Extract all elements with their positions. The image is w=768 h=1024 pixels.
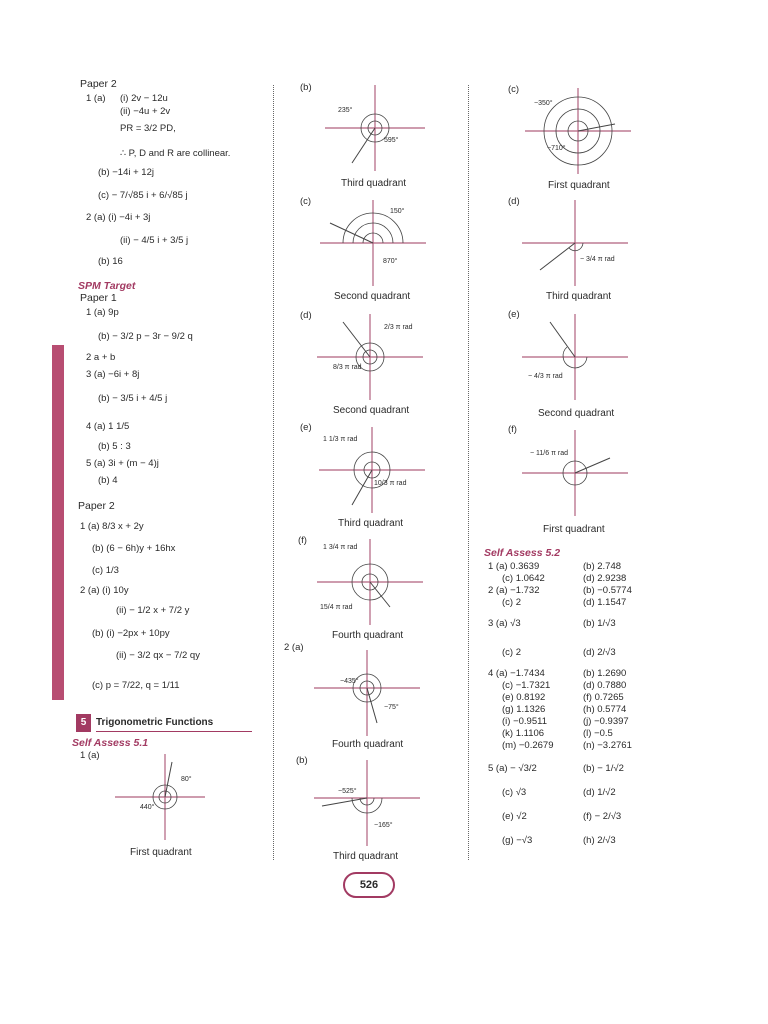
chapter-title: Trigonometric Functions bbox=[96, 717, 214, 728]
c3-c-label: (c) bbox=[508, 84, 520, 95]
angle-diagram-minus-three-quarter-pi bbox=[520, 198, 630, 288]
sa52-5g: (g) −√3 bbox=[502, 835, 533, 846]
sa52-3a: 3 (a) √3 bbox=[488, 618, 521, 629]
answer-p2-1b: (b) −14i + 12j bbox=[98, 167, 154, 178]
column-separator-right bbox=[468, 85, 469, 860]
sa52-5c: (c) √3 bbox=[502, 787, 527, 798]
sa52-3b: (b) 1/√3 bbox=[583, 618, 616, 629]
sa52-4d: (d) 0.7880 bbox=[583, 680, 627, 691]
answer-p2-1a-conclusion: ∴ P, D and R are collinear. bbox=[120, 148, 231, 159]
c2-b-caption: Third quadrant bbox=[341, 178, 407, 189]
answer-s1-3a: 3 (a) −6i + 8j bbox=[86, 369, 140, 380]
sa52-5f: (f) − 2/√3 bbox=[583, 811, 622, 822]
c3-c-caption: First quadrant bbox=[548, 180, 610, 191]
paper2b-heading: Paper 2 bbox=[78, 500, 115, 512]
c2-c-label: (c) bbox=[300, 196, 312, 207]
column-separator-left bbox=[273, 85, 274, 860]
c2-b-label: (b) bbox=[300, 82, 312, 93]
sa52-4i: (i) −0.9511 bbox=[502, 716, 547, 727]
answer-p2-1a-label: 1 (a) bbox=[86, 93, 106, 104]
c2-f-angle-15-4-pi: 15/4 π rad bbox=[320, 604, 353, 611]
sa52-2d: (d) 1.1547 bbox=[583, 597, 627, 608]
c3-c-angle-minus-710: −710° bbox=[547, 145, 566, 152]
c3-f-caption: First quadrant bbox=[543, 524, 605, 535]
answer-p2-1c: (c) − 7/√85 i + 6/√85 j bbox=[98, 190, 188, 201]
c3-c-angle-minus-350: −350° bbox=[534, 100, 553, 107]
sa52-2a: 2 (a) −1.732 bbox=[488, 585, 540, 596]
answer-s2-1b: (b) (6 − 6h)y + 16hx bbox=[92, 543, 176, 554]
c2-d-angle-8-3-pi: 8/3 π rad bbox=[333, 364, 362, 371]
answer-p2-2a-ii: (ii) − 4/5 i + 3/5 j bbox=[120, 235, 189, 246]
sa52-5d: (d) 1/√2 bbox=[583, 787, 616, 798]
paper2-heading: Paper 2 bbox=[80, 78, 117, 90]
c3-e-caption: Second quadrant bbox=[538, 408, 615, 419]
sa52-1a: 1 (a) 0.3639 bbox=[488, 561, 540, 572]
c2-c-angle-150: 150° bbox=[390, 208, 405, 215]
answer-s2-1c: (c) 1/3 bbox=[92, 565, 119, 576]
answer-s2-2b-i: (b) (i) −2px + 10py bbox=[92, 628, 170, 639]
sa52-4n: (n) −3.2761 bbox=[583, 740, 632, 751]
sa52-4j: (j) −0.9397 bbox=[583, 716, 629, 727]
answer-s2-1a: 1 (a) 8/3 x + 2y bbox=[80, 521, 144, 532]
c2-f-caption: Fourth quadrant bbox=[332, 630, 404, 641]
answer-p2-2b: (b) 16 bbox=[98, 256, 123, 267]
sa52-3d: (d) 2/√3 bbox=[583, 647, 616, 658]
angle-diagram-440 bbox=[110, 752, 210, 842]
sa52-4f: (f) 0.7265 bbox=[583, 692, 624, 703]
c2-d-label: (d) bbox=[300, 310, 312, 321]
c2-h-angle-minus-525: −525° bbox=[338, 788, 357, 795]
c3-f-label: (f) bbox=[508, 424, 517, 435]
c3-d-label: (d) bbox=[508, 196, 520, 207]
c2-g-angle-minus-75: −75° bbox=[384, 704, 399, 711]
answer-s2-2a-i: 2 (a) (i) 10y bbox=[80, 585, 129, 596]
sa52-2b: (b) −0.5774 bbox=[583, 585, 632, 596]
sa52-1b: (b) 2.748 bbox=[583, 561, 622, 572]
c2-b-angle-595: 595° bbox=[384, 137, 399, 144]
c3-e-label: (e) bbox=[508, 309, 520, 320]
c2-e-caption: Third quadrant bbox=[338, 518, 404, 529]
sa52-4m: (m) −0.2679 bbox=[502, 740, 554, 751]
sa52-2c: (c) 2 bbox=[502, 597, 521, 608]
answer-s1-5a: 5 (a) 3i + (m − 4)j bbox=[86, 458, 159, 469]
c2-h-angle-minus-165: −165° bbox=[374, 822, 393, 829]
angle-diagram-235 bbox=[320, 83, 430, 173]
c2-f-angle-1-3-4-pi: 1 3/4 π rad bbox=[323, 544, 358, 551]
answer-s2-2c: (c) p = 7/22, q = 1/11 bbox=[92, 680, 180, 691]
sa52-5h: (h) 2/√3 bbox=[583, 835, 616, 846]
c2-b-angle-235: 235° bbox=[338, 107, 353, 114]
c3-d-caption: Third quadrant bbox=[546, 291, 612, 302]
angle-diagram-minus-435 bbox=[312, 648, 422, 738]
answer-s1-5b: (b) 4 bbox=[98, 475, 118, 486]
c2-g-angle-minus-435: −435° bbox=[340, 678, 359, 685]
c2-e-label: (e) bbox=[300, 422, 312, 433]
c2-e-angle-10-3-pi: 10/3 π rad bbox=[374, 480, 407, 487]
fig1-angle-80: 80° bbox=[181, 776, 192, 783]
sa52-4c: (c) −1.7321 bbox=[502, 680, 551, 691]
c2-d-caption: Second quadrant bbox=[333, 405, 410, 416]
answer-p2-1a-pr: PR = 3/2 PD, bbox=[120, 123, 176, 134]
chapter-title-underline bbox=[96, 731, 252, 732]
sa52-3c: (c) 2 bbox=[502, 647, 521, 658]
sa51-q1a-label: 1 (a) bbox=[80, 750, 100, 761]
sa52-5b: (b) − 1/√2 bbox=[583, 763, 624, 774]
sa52-1d: (d) 2.9238 bbox=[583, 573, 627, 584]
angle-diagram-minus-four-thirds-pi bbox=[520, 312, 630, 402]
answer-s1-4a: 4 (a) 1 1/5 bbox=[86, 421, 130, 432]
c2-h-caption: Third quadrant bbox=[333, 851, 399, 862]
sa52-4k: (k) 1.1106 bbox=[502, 728, 545, 739]
sa52-4g: (g) 1.1326 bbox=[502, 704, 546, 715]
chapter-side-tab bbox=[52, 345, 64, 700]
c2-d-angle-2-3-pi: 2/3 π rad bbox=[384, 324, 413, 331]
answer-s1-1a: 1 (a) 9p bbox=[86, 307, 119, 318]
answer-s1-1b: (b) − 3/2 p − 3r − 9/2 q bbox=[98, 331, 193, 342]
fig1-angle-440: 440° bbox=[140, 804, 155, 811]
c2-g-caption: Fourth quadrant bbox=[332, 739, 404, 750]
angle-diagram-minus-525 bbox=[312, 758, 422, 848]
answer-p2-1a-i: (i) 2v − 12u bbox=[120, 93, 168, 104]
answer-s1-2: 2 a + b bbox=[86, 352, 116, 363]
angle-diagram-150 bbox=[318, 198, 428, 288]
c2-c-caption: Second quadrant bbox=[334, 291, 411, 302]
sa52-4a: 4 (a) −1.7434 bbox=[488, 668, 545, 679]
sa52-4h: (h) 0.5774 bbox=[583, 704, 627, 715]
sa52-5e: (e) √2 bbox=[502, 811, 527, 822]
self-assess-52-heading: Self Assess 5.2 bbox=[484, 547, 561, 559]
answer-p2-2a-i: 2 (a) (i) −4i + 3j bbox=[86, 212, 151, 223]
c3-e-angle-minus-4-3-pi: − 4/3 π rad bbox=[528, 373, 563, 380]
c2-e-angle-1-1-3-pi: 1 1/3 π rad bbox=[323, 436, 358, 443]
c2-f-label: (f) bbox=[298, 535, 307, 546]
angle-diagram-minus-eleven-sixths-pi bbox=[520, 428, 630, 518]
c3-f-angle-minus-11-6-pi: − 11/6 π rad bbox=[530, 450, 568, 457]
answer-p2-1a-ii: (ii) −4u + 2v bbox=[120, 106, 171, 117]
answer-s2-2b-ii: (ii) − 3/2 qx − 7/2 qy bbox=[116, 650, 200, 661]
fig1-caption: First quadrant bbox=[130, 847, 192, 858]
sa52-5a: 5 (a) − √3/2 bbox=[488, 763, 537, 774]
spm-target-heading: SPM Target bbox=[78, 280, 136, 292]
self-assess-51-heading: Self Assess 5.1 bbox=[72, 737, 149, 749]
answer-s1-3b: (b) − 3/5 i + 4/5 j bbox=[98, 393, 168, 404]
c2-h-label: (b) bbox=[296, 755, 308, 766]
chapter-number-badge: 5 bbox=[76, 714, 91, 732]
answer-s1-4b: (b) 5 : 3 bbox=[98, 441, 131, 452]
sa52-4b: (b) 1.2690 bbox=[583, 668, 627, 679]
answer-s2-2a-ii: (ii) − 1/2 x + 7/2 y bbox=[116, 605, 190, 616]
sa52-4l: (l) −0.5 bbox=[583, 728, 613, 739]
c3-d-angle-minus-3-4-pi: − 3/4 π rad bbox=[580, 256, 615, 263]
page-number: 526 bbox=[343, 872, 395, 898]
paper1-heading: Paper 1 bbox=[80, 292, 117, 304]
c2-c-angle-870: 870° bbox=[383, 258, 398, 265]
c2-q2a-label: 2 (a) bbox=[284, 642, 304, 653]
sa52-1c: (c) 1.0642 bbox=[502, 573, 545, 584]
sa52-4e: (e) 0.8192 bbox=[502, 692, 546, 703]
